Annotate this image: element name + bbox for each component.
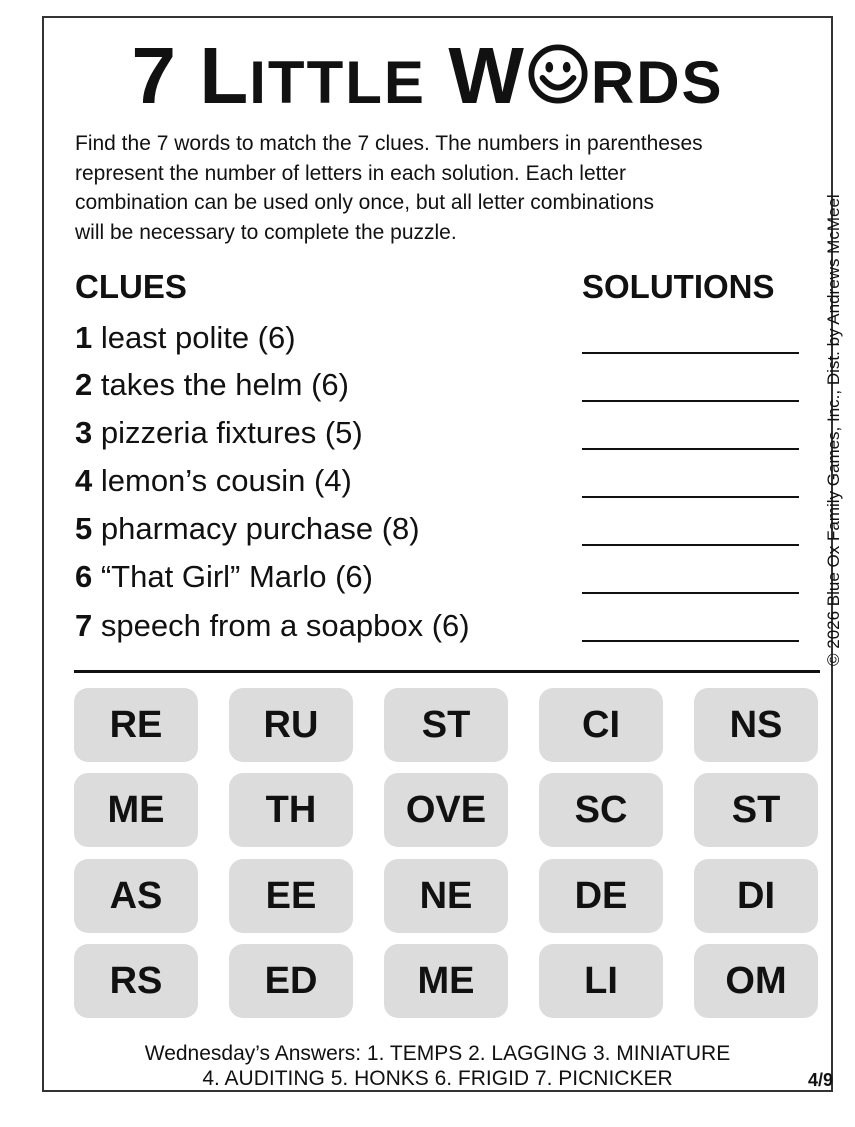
solution-blank-1[interactable]	[582, 352, 799, 354]
letter-tile[interactable]: EE	[229, 859, 353, 933]
letter-tile[interactable]: RE	[74, 688, 198, 762]
clue-text: lemon’s cousin (4)	[92, 463, 352, 498]
section-divider	[74, 670, 820, 673]
smiley-face-icon	[527, 43, 589, 105]
clue-text: pizzeria fixtures (5)	[92, 415, 363, 450]
letter-tile[interactable]: NS	[694, 688, 818, 762]
solution-blank-6[interactable]	[582, 592, 799, 594]
clue-5	[75, 511, 420, 547]
instructions-line: represent the number of letters in each solution. Each letter	[75, 161, 626, 185]
letter-tile[interactable]: RS	[74, 944, 198, 1018]
clue-number: 4	[75, 463, 93, 498]
letter-tile[interactable]: SC	[539, 773, 663, 847]
letter-tile[interactable]: DE	[539, 859, 663, 933]
letter-tile[interactable]: OM	[694, 944, 818, 1018]
clue-number: 7	[75, 608, 93, 643]
puzzle-date: 4/9	[808, 1070, 834, 1090]
clue-number: 2	[75, 367, 93, 402]
instructions-line: Find the 7 words to match the 7 clues. The numbers in parentheses	[75, 132, 703, 155]
letter-tile[interactable]: RU	[229, 688, 353, 762]
letter-tile[interactable]: ED	[229, 944, 353, 1018]
clue-number: 6	[75, 559, 93, 594]
clue-6	[75, 559, 373, 595]
letter-tile[interactable]: LI	[539, 944, 663, 1018]
letter-tile[interactable]: ME	[74, 773, 198, 847]
title-number: 7	[131, 31, 177, 120]
clue-text: “That Girl” Marlo (6)	[92, 559, 373, 594]
copyright-notice: © 2026 Blue Ox Family Games, Inc., Dist. by Andrews McMeel	[824, 194, 843, 666]
clue-number: 1	[75, 320, 93, 355]
title-word2-initial: W	[448, 31, 525, 120]
solution-blank-5[interactable]	[582, 544, 799, 546]
solution-blank-7[interactable]	[582, 640, 799, 642]
instructions	[75, 129, 827, 247]
letter-tile[interactable]: TH	[229, 773, 353, 847]
clue-7	[75, 608, 470, 644]
title-word1-rest: ITTLE	[249, 49, 426, 116]
letter-tile[interactable]: NE	[384, 859, 508, 933]
clue-3	[75, 415, 363, 451]
solution-blank-4[interactable]	[582, 496, 799, 498]
clue-number: 3	[75, 415, 93, 450]
instructions-line: will be necessary to complete the puzzle.	[75, 220, 457, 244]
clue-text: pharmacy purchase (8)	[92, 511, 420, 546]
clue-number: 5	[75, 511, 93, 546]
clue-text: speech from a soapbox (6)	[92, 608, 470, 643]
clue-1	[75, 320, 296, 356]
solution-blank-2[interactable]	[582, 400, 799, 402]
title-word1-initial: L	[199, 31, 250, 120]
solution-blank-3[interactable]	[582, 448, 799, 450]
instructions-line: combination can be used only once, but all letter combinations	[75, 191, 655, 214]
solutions-heading: SOLUTIONS	[582, 268, 775, 305]
previous-answers-line-2: 4. AUDITING 5. HONKS 6. FRIGID 7. PICNICKER	[202, 1067, 673, 1090]
letter-tile[interactable]: ME	[384, 944, 508, 1018]
letter-tile[interactable]: CI	[539, 688, 663, 762]
letter-tile[interactable]: ST	[384, 688, 508, 762]
clue-2	[75, 367, 349, 403]
letter-tile[interactable]: ST	[694, 773, 818, 847]
clues-heading: CLUES	[75, 268, 187, 305]
title-word2-rest: RDS	[590, 49, 724, 116]
letter-tile[interactable]: AS	[74, 859, 198, 933]
puzzle-title	[0, 30, 855, 122]
letter-tile[interactable]: OVE	[384, 773, 508, 847]
letter-tile[interactable]: DI	[694, 859, 818, 933]
clue-text: takes the helm (6)	[92, 367, 349, 402]
clue-4	[75, 463, 352, 499]
clue-text: least polite (6)	[92, 320, 296, 355]
previous-answers-line-1: Wednesday’s Answers: 1. TEMPS 2. LAGGING 3. MINIATURE	[144, 1042, 731, 1065]
